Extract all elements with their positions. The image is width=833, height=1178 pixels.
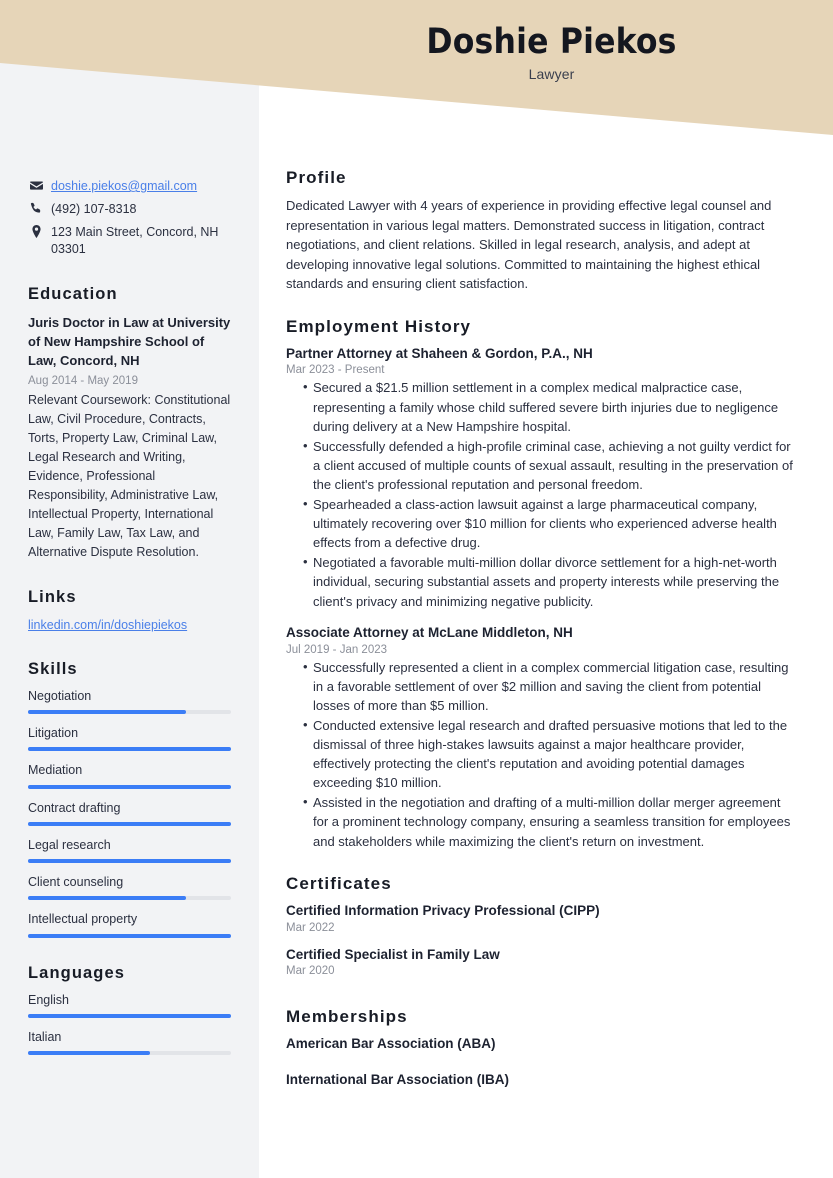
skill-bar-track [28,859,231,863]
education-section [28,285,231,562]
certificates-list [286,902,798,978]
employment-bullet: • Spearheaded a class-action lawsuit against a large pharmaceutical company, ultimately recovering over $10 million for clients who experienced adverse health effects from a defective drug. [303,495,798,552]
employment-entry-date: Mar 2023 - Present [286,364,385,377]
language-item [28,1029,231,1055]
skill-label: Client counseling [28,875,124,890]
skills-heading: Skills [28,659,78,678]
skill-item [28,762,231,788]
certificates-section [286,874,798,978]
employment-bullet: • Successfully defended a high-profile criminal case, achieving a not guilty verdict for a client accused of multiple counts of sexual assault, resulting in the preservation of the client's professional reputation and personal freedom. [303,437,798,494]
header-text-block [0,22,833,82]
email-link[interactable]: doshie.piekos@gmail.com [51,179,198,193]
membership-entry: American Bar Association (ABA) [286,1036,496,1052]
main-content [259,0,833,1113]
certificates-heading: Certificates [286,873,392,893]
language-label: English [28,992,69,1007]
skill-label: Intellectual property [28,912,138,927]
skills-list [28,688,231,938]
skill-bar-track [28,822,231,826]
skill-bar-track [28,747,231,751]
links-section [28,588,231,634]
contact-email-row[interactable] [28,178,231,196]
skill-item [28,874,231,900]
language-bar-track [28,1014,231,1018]
memberships-heading: Memberships [286,1007,408,1027]
skill-bar-track [28,785,231,789]
certificate-entry [286,902,798,934]
skill-label: Negotiation [28,688,92,703]
link-item [28,616,231,634]
certificate-date: Mar 2022 [286,921,335,934]
skill-label: Contract drafting [28,800,121,815]
language-bar-fill [28,1051,150,1055]
certificate-date: Mar 2020 [286,965,335,978]
skill-label: Legal research [28,837,111,852]
employment-entry [286,345,798,611]
employment-heading: Employment History [286,316,472,336]
employment-bullet-list [286,658,798,851]
skill-item [28,688,231,714]
envelope-icon [28,178,45,192]
linkedin-link[interactable]: linkedin.com/in/doshiepiekos [28,617,188,632]
languages-heading: Languages [28,963,126,982]
education-description: Relevant Coursework: Constitutional Law, Civil Procedure, Contracts, Torts, Property Law, Criminal Law, Legal Research and Writing, Evidence, Professional Responsibility, Administrative Law, Intellectual Property, International Law, Family Law, Tax Law, and Alternative Dispute Resolution. [28,392,231,559]
skill-bar-fill [28,934,231,938]
skill-item [28,725,231,751]
skill-bar-fill [28,747,231,751]
employment-entry-title: Associate Attorney at McLane Middleton, NH [286,624,573,640]
employment-entry-title: Partner Attorney at Shaheen & Gordon, P.A., NH [286,345,593,361]
education-date: Aug 2014 - May 2019 [28,374,138,387]
skill-bar-fill [28,710,186,714]
employment-bullet: • Conducted extensive legal research and drafted persuasive motions that led to the dismissal of three high-stakes lawsuits against a major healthcare provider, effectively protecting the client's reputation and avoiding potential damages exceeding $10 million. [303,716,798,792]
memberships-section [286,1007,798,1090]
skill-bar-fill [28,822,231,826]
employment-list [286,345,798,851]
languages-list [28,992,231,1056]
skill-bar-fill [28,859,231,863]
skill-label: Mediation [28,763,83,778]
language-bar-fill [28,1014,231,1018]
employment-entry-date: Jul 2019 - Jan 2023 [286,643,388,656]
skill-bar-fill [28,896,186,900]
skill-bar-track [28,710,231,714]
phone-icon [28,201,45,215]
profile-section [286,168,798,294]
address-value: 123 Main Street, Concord, NH 03301 [51,224,219,257]
profile-heading: Profile [286,168,347,187]
job-title: Lawyer [528,66,575,83]
contact-address-row [28,224,231,260]
employment-bullet-list [286,378,798,610]
skill-bar-track [28,896,231,900]
skill-item [28,800,231,826]
skills-section [28,660,231,938]
languages-section [28,964,231,1056]
certificate-entry [286,946,798,978]
employment-bullet: • Secured a $21.5 million settlement in a complex medical malpractice case, representing a family whose child suffered severe birth injuries due to negligence during delivery at a New Hampshire hospital. [303,378,798,435]
skill-item [28,837,231,863]
skill-bar-track [28,934,231,938]
sidebar [0,0,259,1178]
language-bar-track [28,1051,231,1055]
education-title: Juris Doctor in Law at University of New Hampshire School of Law, Concord, NH [28,315,231,369]
language-item [28,992,231,1018]
certificate-title: Certified Information Privacy Professional (CIPP) [286,902,600,918]
certificate-title: Certified Specialist in Family Law [286,946,500,962]
profile-text: Dedicated Lawyer with 4 years of experience in providing effective legal counsel and representation in various legal matters. Demonstrated success in litigation, contract negotiations, and client relations. Skilled in legal research, analysis, and adept at developing innovative legal solutions. Committed to maintaining the highest ethical standards and ensuring client satisfaction. [286,198,772,291]
memberships-list [286,1035,798,1090]
employment-entry [286,624,798,851]
skill-bar-fill [28,785,231,789]
page-title: Doshie Piekos [426,22,677,62]
education-heading: Education [28,285,118,303]
phone-value: (492) 107-8318 [51,201,137,216]
employment-bullet: • Negotiated a favorable multi-million dollar divorce settlement for a high-net-worth individual, securing substantial assets and property interests while preserving the client's privacy and minimizing negative publicity. [303,553,798,610]
education-entry [28,313,231,562]
membership-entry: International Bar Association (IBA) [286,1072,510,1088]
employment-section [286,317,798,851]
contact-phone-row [28,201,231,219]
header-banner [0,0,833,145]
skill-label: Litigation [28,726,79,741]
skill-item [28,911,231,937]
location-pin-icon [28,224,45,238]
employment-bullet: • Assisted in the negotiation and drafting of a multi-million dollar merger agreement for a prominent technology company, ensuring a seamless transition for employees and stakeholders while maximizing the client's return on investment. [303,793,798,850]
links-heading: Links [28,587,77,606]
employment-bullet: • Successfully represented a client in a complex commercial litigation case, resulting in a favorable settlement of over $2 million and saving the client from potential losses of more than $5 million. [303,658,798,715]
language-label: Italian [28,1029,62,1044]
contact-list [28,178,231,259]
